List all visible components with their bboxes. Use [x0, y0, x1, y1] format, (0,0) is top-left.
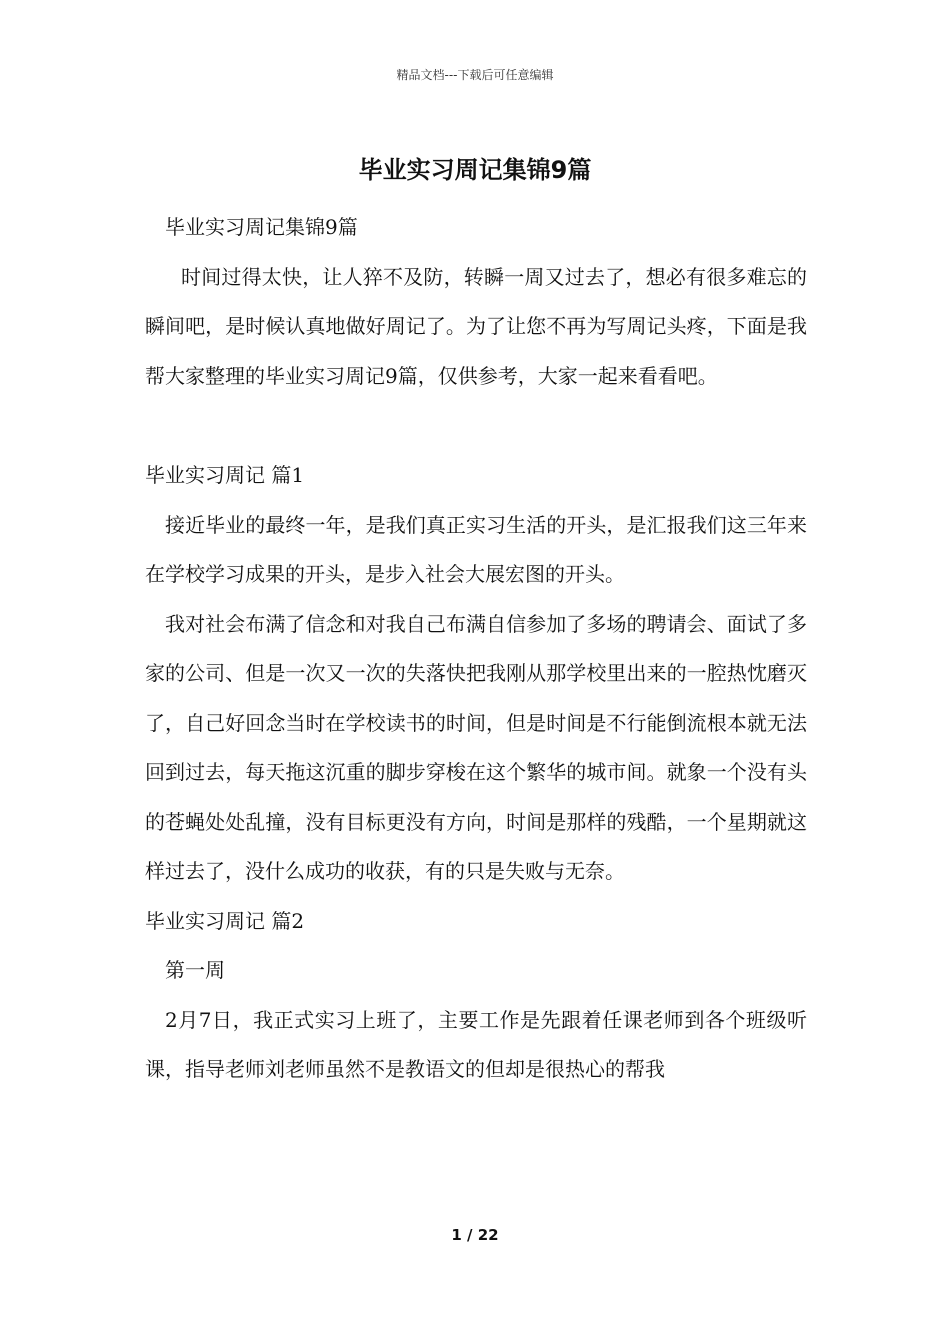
paragraph-gap: [145, 401, 807, 451]
section1-paragraph-2: 我对社会布满了信念和对我自己布满自信参加了多场的聘请会、面试了多家的公司、但是一次又一次的失落快把我刚从那学校里出来的一腔热忱磨灭了，自己好回念当时在学校读书的时间，但是时间是不行能倒流根本就无法回到过去，每天拖这沉重的脚步穿梭在这个繁华的城市间。就象一个没有头的苍蝇处处乱撞，没有目标更没有方向，时间是那样的残酷，一个星期就这样过去了，没什么成功的收获，有的只是失败与无奈。: [145, 611, 807, 883]
section2-paragraph-1: 2月7日，我正式实习上班了，主要工作是先跟着任课老师到各个班级听课，指导老师刘老师虽然不是教语文的但却是很热心的帮我: [145, 1007, 807, 1081]
section-heading-2: 毕业实习周记 篇2: [145, 908, 305, 933]
intro-paragraph: 时间过得太快，让人猝不及防，转瞬一周又过去了，想必有很多难忘的瞬间吧，是时候认真地做好周记了。为了让您不再为写周记头疼，下面是我帮大家整理的毕业实习周记9篇，仅供参考，大家一起来看看吧。: [145, 264, 807, 388]
section1-paragraph-1: 接近毕业的最终一年，是我们真正实习生活的开头，是汇报我们这三年来在学校学习成果的开头，是步入社会大展宏图的开头。: [145, 512, 807, 586]
document-subtitle: 毕业实习周记集锦9篇: [165, 215, 358, 239]
page-number: 1 / 22: [451, 1226, 499, 1244]
document-title: 毕业实习周记集锦9篇: [358, 156, 592, 184]
section-heading-1: 毕业实习周记 篇1: [145, 463, 305, 487]
document-body: [145, 203, 807, 1095]
document-header-note: 精品文档---下载后可任意编辑: [396, 68, 554, 82]
section2-week-label: 第一周: [165, 958, 225, 982]
